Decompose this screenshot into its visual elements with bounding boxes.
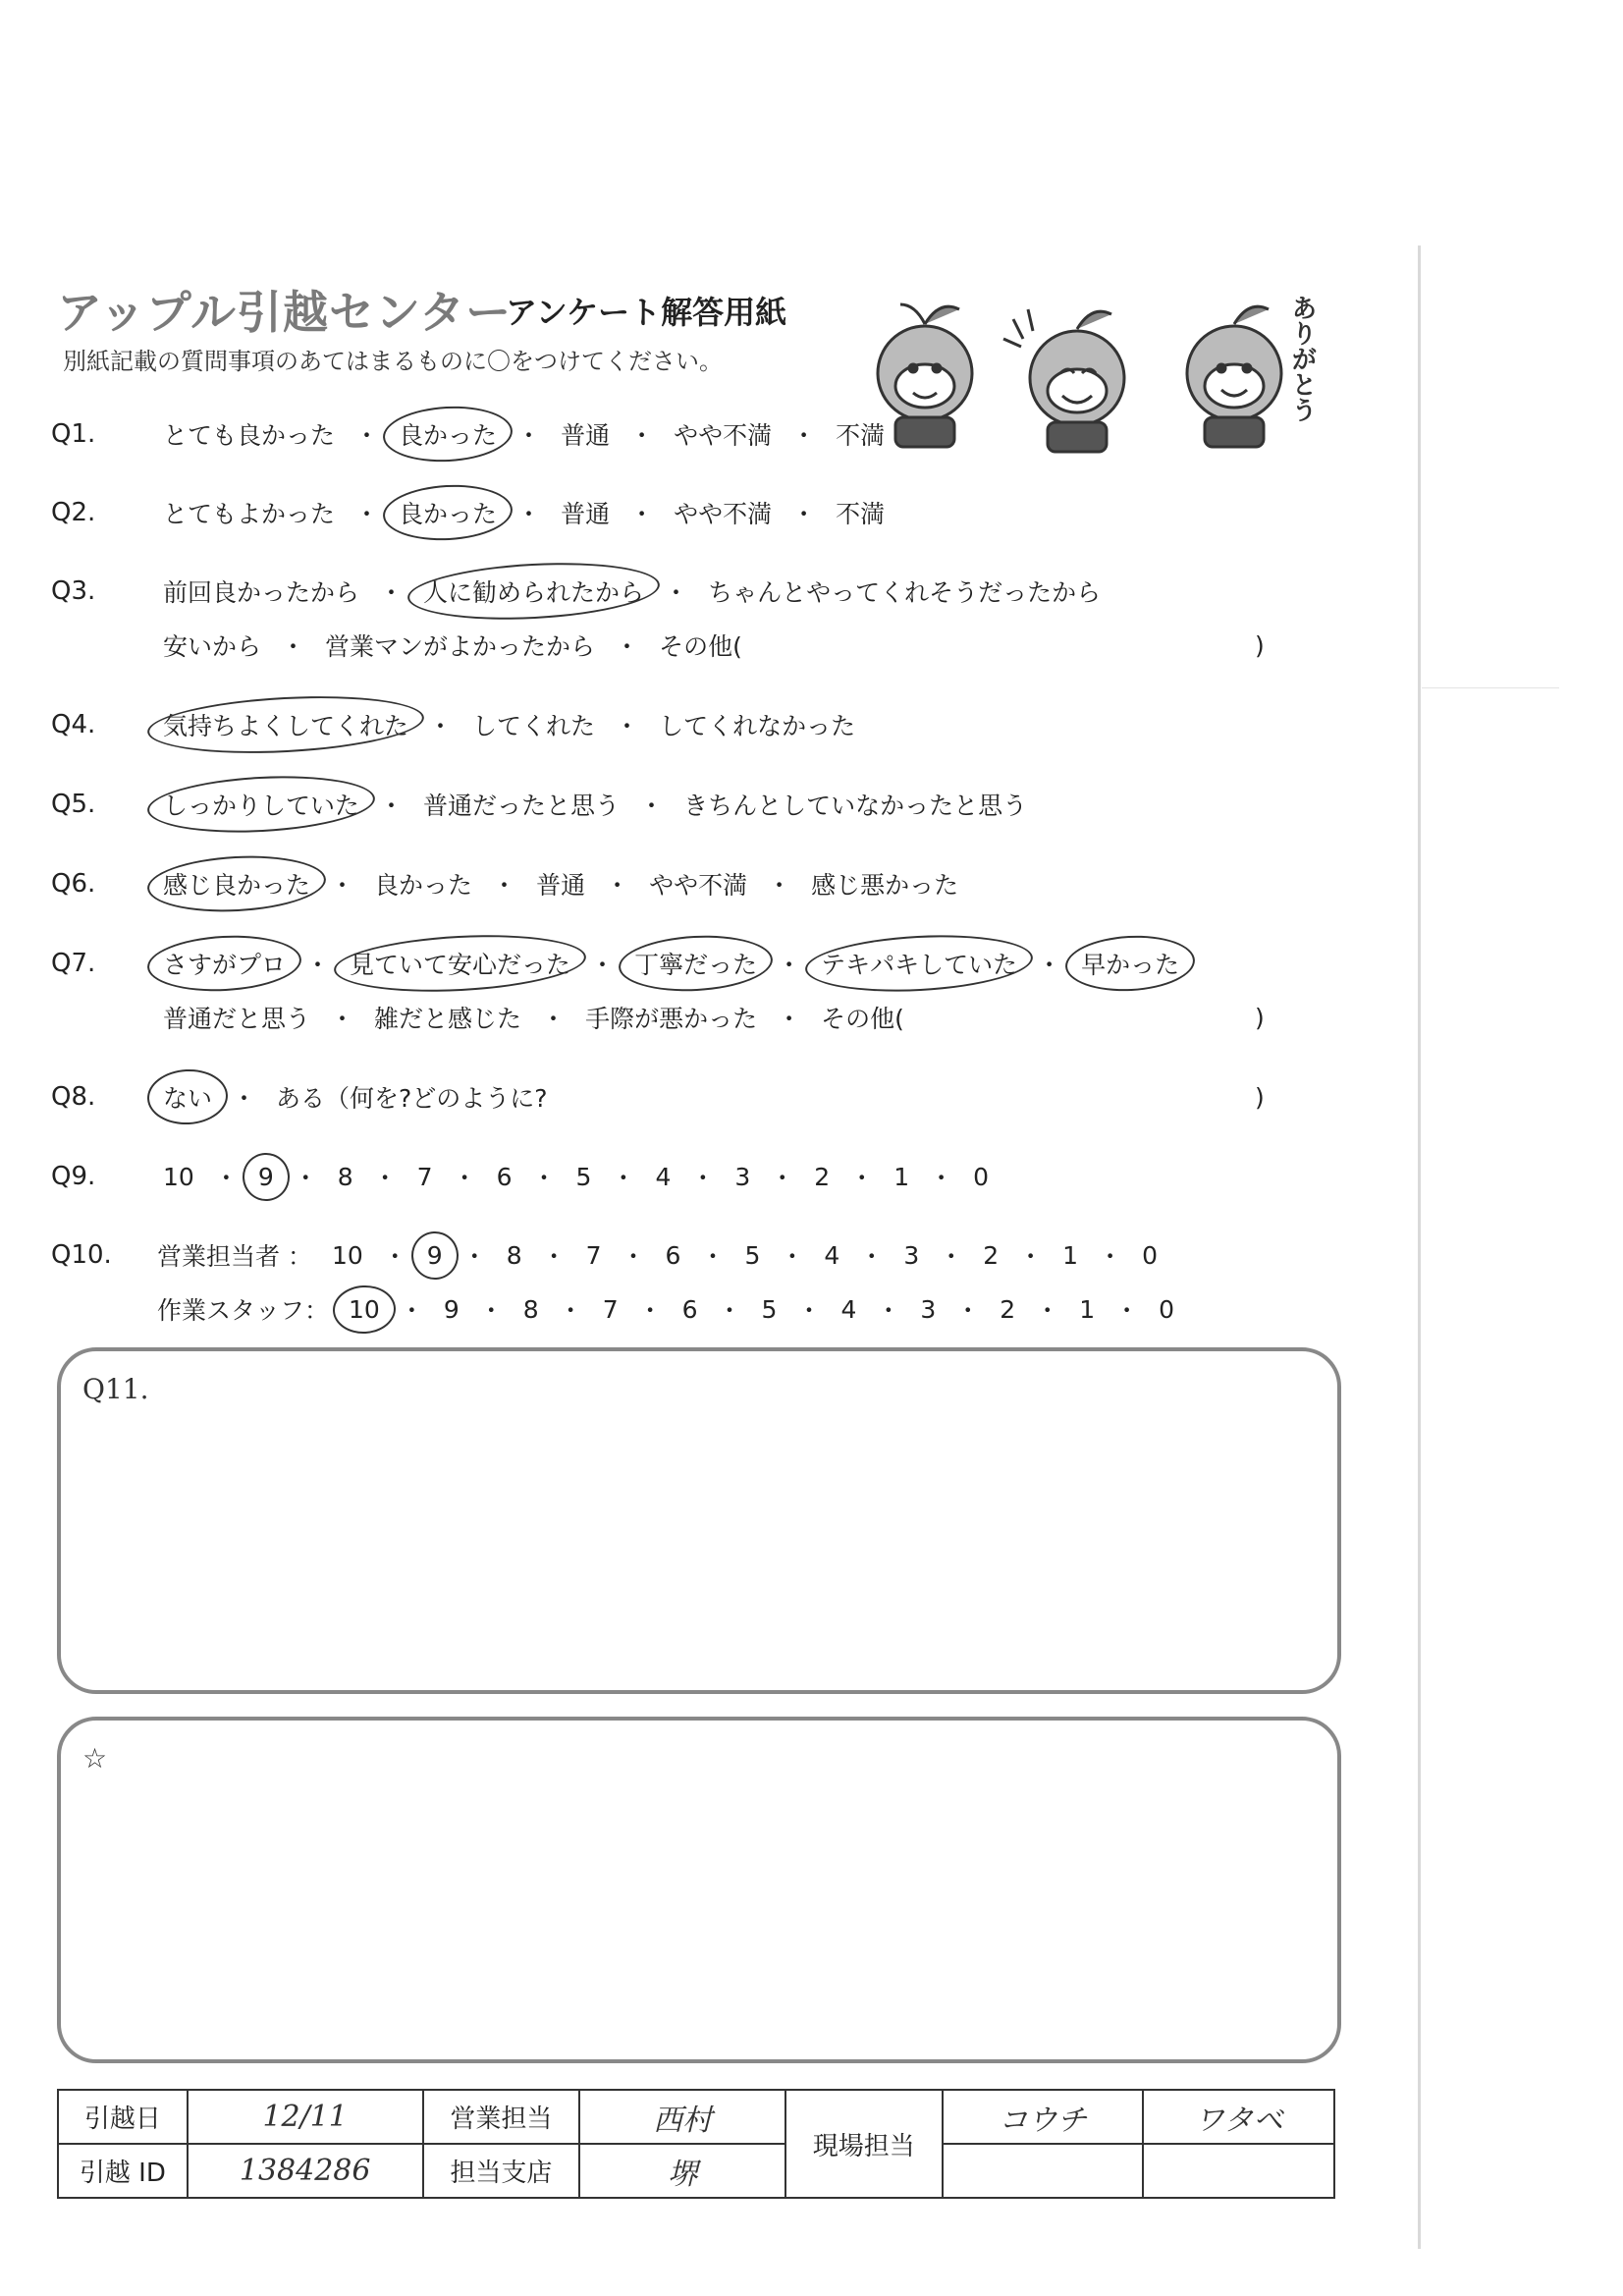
- score-option[interactable]: 3: [920, 1294, 937, 1324]
- score-option[interactable]: 4: [824, 1240, 840, 1270]
- score-option[interactable]: 6: [665, 1240, 681, 1270]
- q11-label: Q11.: [82, 1373, 149, 1405]
- question-label: Q5.: [51, 790, 96, 819]
- mascot-illustration: [856, 280, 1318, 457]
- score-option[interactable]: 1: [1062, 1240, 1079, 1270]
- branch-label: 担当支店: [423, 2144, 580, 2198]
- info-table: [57, 2089, 1335, 2199]
- answer-option[interactable]: 雑だと感じた: [374, 1005, 522, 1033]
- move-date-value[interactable]: 12/11: [188, 2090, 423, 2144]
- mascot-icon: [1003, 309, 1124, 452]
- score-option[interactable]: 0: [973, 1162, 990, 1191]
- answer-option-selected[interactable]: 良かった: [393, 495, 503, 530]
- answer-option[interactable]: とてもよかった: [163, 500, 336, 528]
- answer-option[interactable]: 手際が悪かった: [585, 1005, 758, 1033]
- score-option-selected[interactable]: 10: [343, 1295, 386, 1324]
- score-option-selected[interactable]: 9: [421, 1241, 449, 1270]
- question-label: Q4.: [51, 710, 96, 739]
- answer-option[interactable]: 普通だと思う: [163, 1005, 311, 1033]
- answer-option-selected[interactable]: 早かった: [1075, 946, 1185, 981]
- answer-option[interactable]: やや不満: [649, 871, 748, 900]
- answer-option[interactable]: ちゃんとやってくれそうだったから: [708, 578, 1102, 607]
- answer-option[interactable]: してくれなかった: [659, 712, 856, 740]
- question-label: Q3.: [51, 576, 96, 606]
- question-label: Q10.: [51, 1240, 112, 1270]
- answer-option[interactable]: きちんとしていなかったと思う: [683, 792, 1028, 820]
- score-option[interactable]: 7: [585, 1240, 602, 1270]
- scan-edge-tick: [1422, 687, 1559, 688]
- score-option[interactable]: 1: [1079, 1294, 1096, 1324]
- answer-option-selected[interactable]: さすがプロ: [157, 946, 292, 981]
- answer-option-selected[interactable]: ない: [157, 1079, 218, 1115]
- question-label: Q1.: [51, 419, 96, 449]
- answer-option[interactable]: 感じ悪かった: [811, 871, 959, 900]
- brand-title: アップル引越センター: [57, 286, 513, 339]
- score-option[interactable]: 7: [416, 1162, 433, 1191]
- move-date-label: 引越日: [58, 2090, 188, 2144]
- score-option[interactable]: 5: [575, 1162, 592, 1191]
- question-label: Q9.: [51, 1162, 96, 1191]
- thanks-text: ありがとう: [1287, 295, 1317, 422]
- staff-label: 作業スタッフ：: [157, 1296, 330, 1325]
- move-id-value[interactable]: 1384286: [188, 2144, 423, 2198]
- answer-option-selected[interactable]: 人に勧められたから: [417, 574, 650, 609]
- question-label: Q6.: [51, 869, 96, 899]
- answer-option-selected[interactable]: テキパキしていた: [815, 946, 1023, 981]
- field-staff-value-1[interactable]: コウチ: [943, 2090, 1144, 2144]
- answer-option-selected[interactable]: 良かった: [393, 416, 503, 452]
- answer-option[interactable]: 不満: [836, 421, 886, 450]
- score-option-selected[interactable]: 9: [252, 1163, 280, 1191]
- score-option[interactable]: 4: [655, 1162, 672, 1191]
- paren-close: ): [1255, 630, 1265, 660]
- move-id-label: 引越 ID: [58, 2144, 188, 2198]
- score-option[interactable]: 2: [814, 1162, 831, 1191]
- answer-option[interactable]: 安いから: [163, 632, 262, 661]
- answer-option-other[interactable]: その他(: [659, 632, 742, 661]
- answer-option-selected[interactable]: 気持ちよくしてくれた: [157, 707, 414, 742]
- score-option[interactable]: 3: [734, 1162, 751, 1191]
- score-option[interactable]: 1: [893, 1162, 910, 1191]
- question-label: Q2.: [51, 498, 96, 527]
- score-option[interactable]: 4: [840, 1294, 857, 1324]
- sales-rep-value[interactable]: 西村: [579, 2090, 785, 2144]
- star-comment-box[interactable]: [57, 1717, 1341, 2063]
- answer-option[interactable]: やや不満: [674, 421, 773, 450]
- score-option[interactable]: 3: [903, 1240, 920, 1270]
- score-option[interactable]: 6: [496, 1162, 513, 1191]
- instruction-text: 別紙記載の質問事項のあてはまるものに〇をつけてください。: [63, 348, 723, 375]
- score-option[interactable]: 10: [331, 1240, 363, 1270]
- answer-option[interactable]: 前回良かったから: [163, 578, 360, 607]
- mascot-icon: [1187, 306, 1281, 447]
- field-staff-empty-1[interactable]: [943, 2144, 1144, 2198]
- answer-option-other[interactable]: その他(: [821, 1005, 904, 1033]
- score-option[interactable]: 7: [602, 1294, 619, 1324]
- sales-rep-label: 営業担当: [423, 2090, 580, 2144]
- answer-option[interactable]: 良かった: [374, 871, 473, 900]
- answer-option-selected[interactable]: 感じ良かった: [157, 866, 316, 902]
- answer-option[interactable]: やや不満: [674, 500, 773, 528]
- score-option[interactable]: 10: [163, 1162, 194, 1191]
- score-option[interactable]: 8: [337, 1162, 353, 1191]
- paren-close: ): [1255, 1082, 1265, 1112]
- answer-option-selected[interactable]: 丁寧だった: [628, 946, 763, 981]
- scan-edge-line: [1418, 246, 1421, 2249]
- field-staff-empty-2[interactable]: [1143, 2144, 1334, 2198]
- score-option[interactable]: 0: [1142, 1240, 1158, 1270]
- field-staff-value-2[interactable]: ワタベ: [1143, 2090, 1334, 2144]
- question-label: Q7.: [51, 949, 96, 978]
- answer-option[interactable]: とても良かった: [163, 421, 336, 450]
- answer-option[interactable]: してくれた: [472, 712, 596, 740]
- question-label: Q8.: [51, 1082, 96, 1112]
- score-option[interactable]: 6: [681, 1294, 698, 1324]
- score-option[interactable]: 9: [443, 1294, 460, 1324]
- score-option[interactable]: 2: [1000, 1294, 1016, 1324]
- score-option[interactable]: 8: [506, 1240, 522, 1270]
- score-option[interactable]: 5: [761, 1294, 778, 1324]
- score-option[interactable]: 0: [1159, 1294, 1175, 1324]
- answer-option[interactable]: 普通: [561, 421, 611, 450]
- score-option[interactable]: 8: [522, 1294, 539, 1324]
- answer-option[interactable]: 普通: [561, 500, 611, 528]
- q11-comment-box[interactable]: [57, 1347, 1341, 1694]
- paren-close: ): [1255, 1003, 1265, 1032]
- sales-rep-label: 営業担当者 ：: [157, 1242, 312, 1271]
- answer-option[interactable]: 営業マンがよかったから: [325, 632, 596, 661]
- score-option[interactable]: 2: [983, 1240, 1000, 1270]
- answer-option[interactable]: 普通だったと思う: [423, 792, 621, 820]
- mascot-icon: [878, 304, 972, 447]
- answer-option-selected[interactable]: しっかりしていた: [157, 787, 365, 822]
- survey-subtitle: アンケート解答用紙: [506, 294, 787, 331]
- answer-option-selected[interactable]: 見ていて安心だった: [344, 946, 576, 981]
- answer-option[interactable]: ある（何を?どのように?: [276, 1084, 548, 1113]
- answer-option[interactable]: 不満: [836, 500, 886, 528]
- answer-option[interactable]: 普通: [536, 871, 586, 900]
- score-option[interactable]: 5: [744, 1240, 761, 1270]
- star-icon: ☆: [82, 1742, 108, 1775]
- branch-value[interactable]: 堺: [579, 2144, 785, 2198]
- field-staff-label: 現場担当: [785, 2090, 943, 2198]
